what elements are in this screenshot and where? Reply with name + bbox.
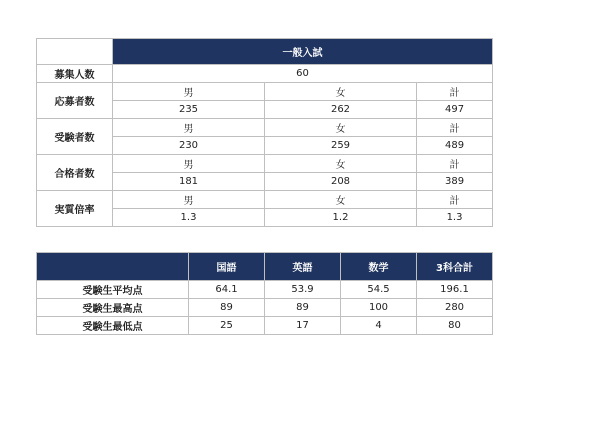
score-cell: 4 xyxy=(341,317,417,335)
row-label: 受験生最低点 xyxy=(37,317,189,335)
score-cell: 64.1 xyxy=(189,281,265,299)
score-cell: 54.5 xyxy=(341,281,417,299)
table-row xyxy=(37,317,493,335)
row-label: 実質倍率 xyxy=(37,191,113,227)
female-label: 女 xyxy=(265,83,417,101)
female-value: 1.2 xyxy=(265,209,417,227)
female-label: 女 xyxy=(265,155,417,173)
score-cell: 280 xyxy=(417,299,493,317)
score-cell: 17 xyxy=(265,317,341,335)
general-exam-table xyxy=(36,38,493,227)
empty-corner-cell xyxy=(37,39,113,65)
ratio-labels-row xyxy=(37,191,493,209)
row-label: 受験生平均点 xyxy=(37,281,189,299)
empty-header-cell xyxy=(37,253,189,281)
subject-header: 数学 xyxy=(341,253,417,281)
male-label: 男 xyxy=(113,119,265,137)
subject-header: 英語 xyxy=(265,253,341,281)
total-label: 計 xyxy=(417,191,493,209)
exam-type-header: 一般入試 xyxy=(113,39,493,65)
male-value: 235 xyxy=(113,101,265,119)
female-value: 259 xyxy=(265,137,417,155)
male-value: 1.3 xyxy=(113,209,265,227)
male-value: 181 xyxy=(113,173,265,191)
score-cell: 89 xyxy=(265,299,341,317)
table-header-row xyxy=(37,253,493,281)
passers-labels-row xyxy=(37,155,493,173)
row-label: 合格者数 xyxy=(37,155,113,191)
total-value: 1.3 xyxy=(417,209,493,227)
score-cell: 196.1 xyxy=(417,281,493,299)
total-value: 389 xyxy=(417,173,493,191)
female-label: 女 xyxy=(265,191,417,209)
table-row xyxy=(37,281,493,299)
total-value: 489 xyxy=(417,137,493,155)
male-label: 男 xyxy=(113,155,265,173)
examinees-labels-row xyxy=(37,119,493,137)
score-cell: 80 xyxy=(417,317,493,335)
table-header-row xyxy=(37,39,493,65)
table-row xyxy=(37,299,493,317)
score-cell: 53.9 xyxy=(265,281,341,299)
row-label: 募集人数 xyxy=(37,65,113,83)
score-cell: 25 xyxy=(189,317,265,335)
score-cell: 89 xyxy=(189,299,265,317)
quota-row xyxy=(37,65,493,83)
total-value: 497 xyxy=(417,101,493,119)
applicants-labels-row xyxy=(37,83,493,101)
subject-header: 国語 xyxy=(189,253,265,281)
female-value: 208 xyxy=(265,173,417,191)
score-cell: 100 xyxy=(341,299,417,317)
total-label: 計 xyxy=(417,119,493,137)
score-table xyxy=(36,252,493,335)
female-value: 262 xyxy=(265,101,417,119)
total-label: 計 xyxy=(417,83,493,101)
quota-value: 60 xyxy=(113,65,493,83)
subject-header: 3科合計 xyxy=(417,253,493,281)
male-label: 男 xyxy=(113,191,265,209)
female-label: 女 xyxy=(265,119,417,137)
row-label: 受験生最高点 xyxy=(37,299,189,317)
total-label: 計 xyxy=(417,155,493,173)
male-value: 230 xyxy=(113,137,265,155)
row-label: 応募者数 xyxy=(37,83,113,119)
row-label: 受験者数 xyxy=(37,119,113,155)
male-label: 男 xyxy=(113,83,265,101)
